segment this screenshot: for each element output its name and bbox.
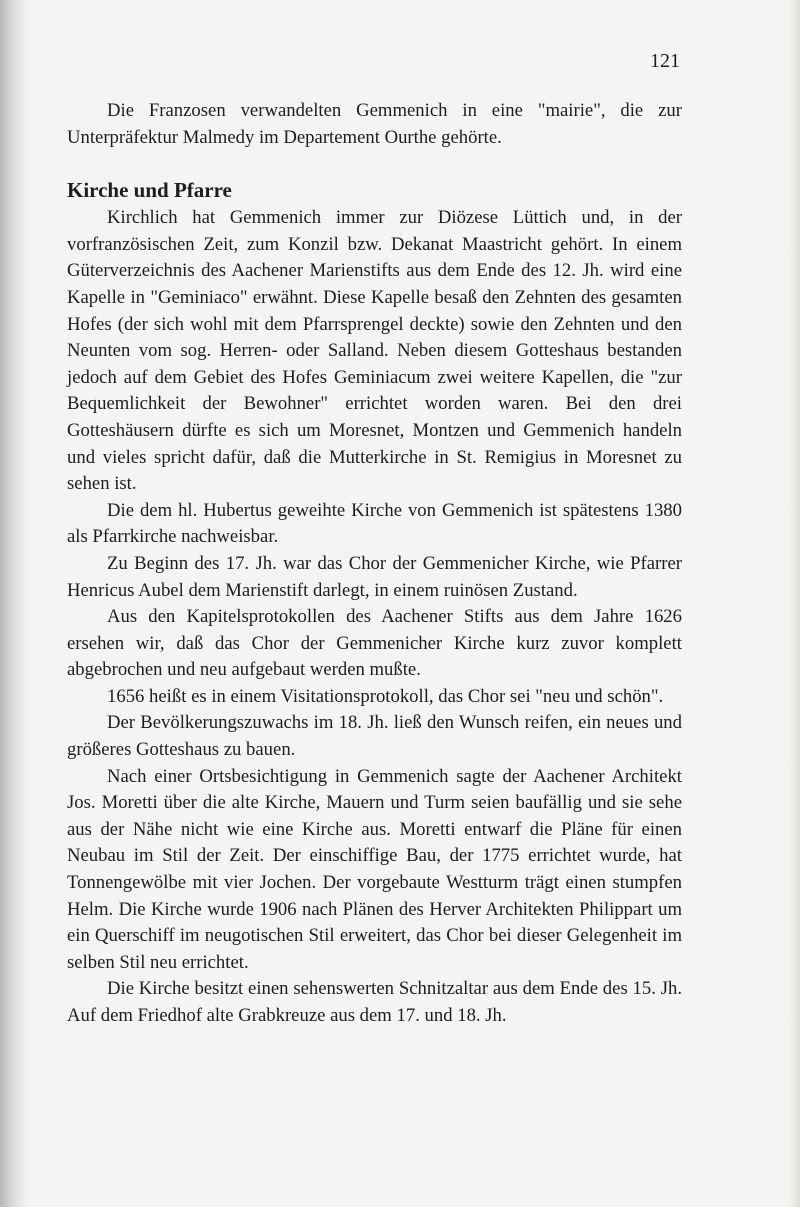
page-edge: [788, 0, 800, 1207]
paragraph-4: Aus den Kapitelsprotokollen des Aachener Stifts aus dem Jahre 1626 ersehen wir, daß das Chor der Gemmenicher Kirche kurz zuvor komplett abgebrochen und neu aufgebaut werden mußte.: [67, 606, 682, 681]
paragraph-2: Die dem hl. Hubertus geweihte Kirche von Gemmenich ist spätestens 1380 als Pfarrkirche nachweisbar.: [67, 499, 682, 548]
paragraph-8: Die Kirche besitzt einen sehenswerten Schnitzaltar aus dem Ende des 15. Jh. Auf dem Friedhof alte Grabkreuze aus dem 17. und 18. Jh.: [67, 978, 682, 1026]
intro-paragraph: Die Franzosen verwandelten Gemmenich in eine "mairie", die zur Unterpräfektur Malmedy im Departement Ourthe gehörte.: [67, 100, 682, 148]
body-text: [67, 98, 682, 1030]
page-number: 121: [650, 50, 680, 72]
paragraph-3: Zu Beginn des 17. Jh. war das Chor der Gemmenicher Kirche, wie Pfarrer Henricus Aubel dem Marienstift darlegt, in einem ruinösen Zustand.: [67, 552, 682, 601]
paragraph-1: Kirchlich hat Gemmenich immer zur Diözese Lüttich und, in der vorfranzösischen Zeit, zum Konzil bzw. Dekanat Maastricht gehört. In einem Güterverzeichnis des Aachener Marienstifts aus dem Ende des 12. Jh. wird eine Kapelle in "Geminiaco" erwähnt. Diese Kapelle besaß den Zehnten des gesamten Hofes (der sich wohl mit dem Pfarrsprengel deckte) sowie den Zehnten und den Neunten vom sog. Herren- oder Salland. Neben diesem Gotteshaus bestanden jedoch auf dem Gebiet des Hofes Geminiacum zwei weitere Kapellen, die "zur Bequemlichkeit der Bewohner" errichtet worden waren. Bei den drei Gotteshäusern dürfte es sich um Moresnet, Montzen und Gemmenich handeln und vieles spricht dafür, daß die Mutterkirche in St. Remigius in Moresnet zu sehen ist.: [67, 207, 682, 495]
section-heading: Kirche und Pfarre: [67, 178, 232, 203]
paragraph-5: 1656 heißt es in einem Visitationsprotokoll, das Chor sei "neu und schön".: [107, 685, 664, 707]
spine-shadow: [0, 0, 30, 1207]
paragraph-7: Nach einer Ortsbesichtigung in Gemmenich sagte der Aachener Architekt Jos. Moretti über die alte Kirche, Mauern und Turm seien baufällig und sie sehe aus der Nähe nicht wie eine Kirche aus. Moretti entwarf die Pläne für einen Neubau im Stil der Zeit. Der einschiffige Bau, der 1775 errichtet wurde, hat Tonnengewölbe mit vier Jochen. Der vorgebaute Westturm trägt einen stumpfen Helm. Die Kirche wurde 1906 nach Plänen des Herver Architekten Philippart um ein Querschiff im neugotischen Stil erweitert, das Chor bei dieser Gelegenheit im selben Stil neu errichtet.: [67, 765, 682, 973]
paragraph-6: Der Bevölkerungszuwachs im 18. Jh. ließ den Wunsch reifen, ein neues und größeres Gotteshaus zu bauen.: [67, 712, 682, 761]
